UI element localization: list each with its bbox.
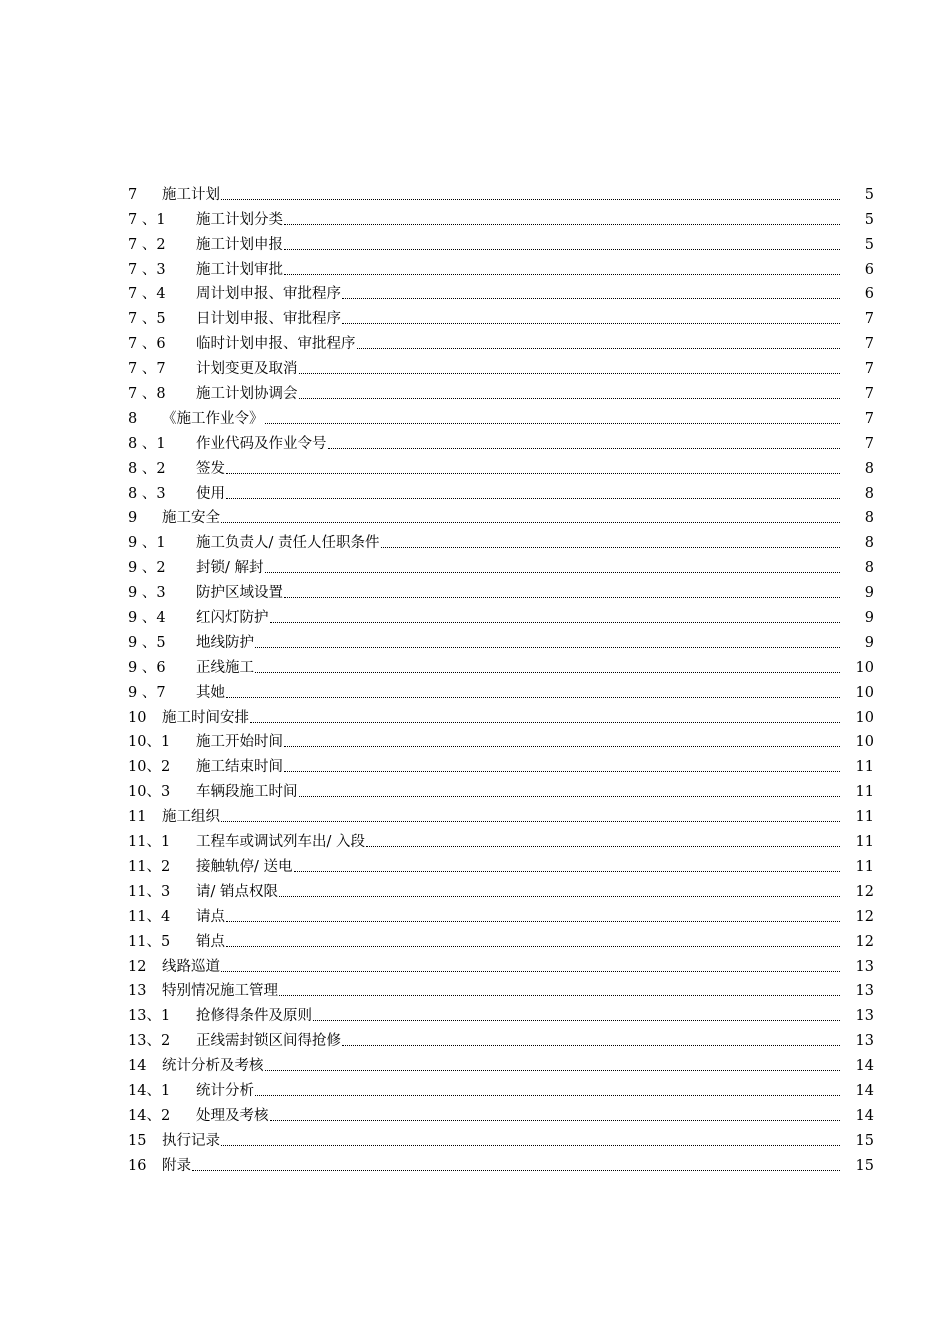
toc-entry-number: 7 [128, 186, 138, 203]
dot-leader [226, 946, 840, 947]
dot-leader [342, 298, 840, 299]
dot-leader [284, 224, 840, 225]
dot-leader [270, 1120, 841, 1121]
toc-entry[interactable] [128, 876, 874, 901]
toc-entry[interactable] [128, 926, 874, 951]
toc-entry[interactable] [128, 428, 874, 453]
toc-entry-title: 日计划申报、审批程序 [196, 311, 341, 328]
toc-entry-title: 处理及考核 [196, 1107, 269, 1124]
toc-entry-title: 线路巡道 [162, 958, 220, 975]
toc-entry-title: 统计分析及考核 [162, 1058, 264, 1075]
table-of-contents [128, 179, 874, 1175]
dot-leader [299, 796, 841, 797]
toc-entry-title: 施工计划审批 [196, 261, 283, 278]
toc-entry[interactable] [128, 179, 874, 204]
toc-entry-page-number: 14 [855, 1082, 874, 1099]
toc-entry-title: 施工计划申报 [196, 236, 283, 253]
toc-entry-title: 施工时间安排 [162, 709, 249, 726]
toc-entry-number: 10、2 [128, 759, 171, 776]
toc-entry[interactable] [128, 826, 874, 851]
toc-entry[interactable] [128, 677, 874, 702]
toc-entry-title: 其她 [196, 684, 225, 701]
toc-entry-number: 7 、6 [128, 336, 166, 353]
toc-entry[interactable] [128, 353, 874, 378]
toc-entry-number: 9 、4 [128, 610, 166, 627]
toc-entry-title: 临时计划申报、审批程序 [196, 336, 356, 353]
dot-leader [284, 249, 840, 250]
toc-entry-page-number: 10 [855, 709, 874, 726]
dot-leader [255, 1095, 840, 1096]
toc-entry[interactable] [128, 751, 874, 776]
toc-entry-number: 9 、1 [128, 535, 166, 552]
toc-entry-page-number: 7 [864, 361, 874, 378]
toc-entry-number: 14 [128, 1058, 147, 1075]
dot-leader [299, 373, 841, 374]
toc-entry-number: 8 [128, 410, 138, 427]
toc-entry-number: 7 、7 [128, 361, 166, 378]
toc-entry-page-number: 13 [855, 983, 874, 1000]
toc-entry-title: 施工计划分类 [196, 211, 283, 228]
toc-entry-title: 封锁/ 解封 [196, 560, 264, 577]
toc-entry-page-number: 7 [864, 311, 874, 328]
toc-entry-number: 13、2 [128, 1033, 171, 1050]
toc-entry[interactable] [128, 552, 874, 577]
toc-entry-title: 抢修得条件及原则 [196, 1008, 312, 1025]
toc-entry[interactable] [128, 303, 874, 328]
toc-entry-page-number: 14 [855, 1107, 874, 1124]
toc-entry-page-number: 9 [864, 634, 874, 651]
dot-leader [313, 1020, 840, 1021]
toc-entry-title: 执行记录 [162, 1132, 220, 1149]
toc-entry-page-number: 11 [855, 834, 874, 851]
toc-entry[interactable] [128, 453, 874, 478]
dot-leader [265, 572, 841, 573]
toc-entry-page-number: 11 [855, 784, 874, 801]
toc-entry-page-number: 8 [864, 535, 874, 552]
toc-entry[interactable] [128, 478, 874, 503]
dot-leader [284, 597, 840, 598]
toc-entry-title: 周计划申报、审批程序 [196, 286, 341, 303]
dot-leader [279, 995, 840, 996]
toc-entry-title: 施工组织 [162, 809, 220, 826]
toc-entry[interactable] [128, 602, 874, 627]
dot-leader [366, 846, 840, 847]
toc-entry-number: 8 、1 [128, 435, 166, 452]
toc-entry-title: 施工计划 [162, 186, 220, 203]
toc-entry-number: 8 、3 [128, 485, 166, 502]
dot-leader [381, 547, 841, 548]
toc-entry-title: 施工结束时间 [196, 759, 283, 776]
toc-entry-number: 16 [128, 1157, 147, 1174]
dot-leader [279, 896, 840, 897]
dot-leader [226, 697, 840, 698]
toc-entry-number: 11、5 [128, 933, 171, 950]
toc-entry[interactable] [128, 851, 874, 876]
dot-leader [255, 672, 840, 673]
toc-entry-page-number: 15 [855, 1132, 874, 1149]
dot-leader [265, 1070, 841, 1071]
toc-entry-number: 8 、2 [128, 460, 166, 477]
toc-entry[interactable] [128, 378, 874, 403]
toc-entry[interactable] [128, 727, 874, 752]
toc-entry-page-number: 13 [855, 1033, 874, 1050]
toc-entry[interactable] [128, 229, 874, 254]
dot-leader [221, 199, 840, 200]
toc-entry[interactable] [128, 901, 874, 926]
dot-leader [270, 622, 841, 623]
dot-leader [284, 746, 840, 747]
toc-entry-page-number: 8 [864, 460, 874, 477]
toc-entry-title: 统计分析 [196, 1082, 254, 1099]
toc-entry-page-number: 13 [855, 1008, 874, 1025]
dot-leader [226, 498, 840, 499]
dot-leader [192, 1170, 840, 1171]
toc-entry-page-number: 10 [855, 734, 874, 751]
toc-entry[interactable] [128, 1100, 874, 1125]
dot-leader [255, 647, 840, 648]
dot-leader [221, 971, 840, 972]
toc-entry-page-number: 12 [855, 883, 874, 900]
toc-entry-page-number: 12 [855, 933, 874, 950]
toc-entry-title: 红闪灯防护 [196, 610, 269, 627]
toc-entry[interactable] [128, 776, 874, 801]
toc-entry-title: 计划变更及取消 [196, 361, 298, 378]
toc-entry-title: 施工计划协调会 [196, 386, 298, 403]
toc-entry-number: 12 [128, 958, 147, 975]
dot-leader [226, 473, 840, 474]
toc-entry-title: 正线施工 [196, 659, 254, 676]
dot-leader [342, 1045, 840, 1046]
toc-entry-title: 附录 [162, 1157, 191, 1174]
toc-entry-page-number: 8 [864, 485, 874, 502]
toc-entry[interactable] [128, 976, 874, 1001]
toc-entry[interactable] [128, 627, 874, 652]
toc-entry-page-number: 5 [864, 211, 874, 228]
toc-entry[interactable] [128, 801, 874, 826]
toc-entry-number: 11、2 [128, 858, 171, 875]
toc-entry-number: 7 、8 [128, 386, 166, 403]
toc-entry-number: 11、4 [128, 908, 171, 925]
toc-entry-number: 10、3 [128, 784, 171, 801]
toc-entry-page-number: 12 [855, 908, 874, 925]
toc-entry-number: 9 、3 [128, 585, 166, 602]
dot-leader [284, 771, 840, 772]
toc-entry-page-number: 15 [855, 1157, 874, 1174]
toc-entry-title: 地线防护 [196, 634, 254, 651]
toc-entry-title: 防护区域设置 [196, 585, 283, 602]
dot-leader [357, 348, 841, 349]
toc-entry-number: 11、3 [128, 883, 171, 900]
toc-entry[interactable] [128, 503, 874, 528]
toc-entry[interactable] [128, 652, 874, 677]
toc-entry-title: 接触轨停/ 送电 [196, 858, 293, 875]
toc-entry-number: 7 、5 [128, 311, 166, 328]
toc-entry[interactable] [128, 279, 874, 304]
toc-entry-number: 9 、2 [128, 560, 166, 577]
toc-entry-page-number: 10 [855, 684, 874, 701]
dot-leader [299, 398, 841, 399]
toc-entry[interactable] [128, 1000, 874, 1025]
dot-leader [250, 722, 840, 723]
toc-entry-number: 9 、7 [128, 684, 166, 701]
toc-entry-number: 11 [128, 809, 147, 826]
toc-entry-number: 15 [128, 1132, 147, 1149]
toc-entry[interactable] [128, 577, 874, 602]
toc-entry-number: 14、2 [128, 1107, 171, 1124]
toc-entry-page-number: 11 [855, 759, 874, 776]
toc-entry-page-number: 7 [864, 336, 874, 353]
toc-entry-title: 施工安全 [162, 510, 220, 527]
dot-leader [328, 448, 841, 449]
toc-entry-page-number: 5 [864, 186, 874, 203]
dot-leader [342, 323, 840, 324]
toc-entry-number: 9 [128, 510, 138, 527]
toc-entry-number: 7 、3 [128, 261, 166, 278]
toc-entry-title: 请/ 销点权限 [196, 883, 278, 900]
toc-entry[interactable] [128, 1025, 874, 1050]
toc-entry-title: 销点 [196, 933, 225, 950]
toc-entry-number: 9 、6 [128, 659, 166, 676]
toc-entry-page-number: 13 [855, 958, 874, 975]
toc-entry-number: 7 、2 [128, 236, 166, 253]
toc-entry-number: 10 [128, 709, 147, 726]
toc-entry[interactable] [128, 204, 874, 229]
toc-entry[interactable] [128, 1150, 874, 1175]
toc-entry-title: 请点 [196, 908, 225, 925]
toc-entry-page-number: 5 [864, 236, 874, 253]
toc-entry-page-number: 7 [864, 435, 874, 452]
toc-entry-page-number: 6 [864, 261, 874, 278]
toc-entry-number: 14、1 [128, 1082, 171, 1099]
toc-entry-page-number: 7 [864, 410, 874, 427]
toc-entry-title: 正线需封锁区间得抢修 [196, 1033, 341, 1050]
toc-entry-title: 施工负责人/ 责任人任职条件 [196, 535, 380, 552]
toc-entry[interactable] [128, 702, 874, 727]
toc-entry[interactable] [128, 951, 874, 976]
dot-leader [294, 871, 841, 872]
toc-entry-page-number: 11 [855, 858, 874, 875]
toc-entry-page-number: 11 [855, 809, 874, 826]
toc-entry[interactable] [128, 1075, 874, 1100]
toc-entry-number: 11、1 [128, 834, 171, 851]
toc-entry-page-number: 7 [864, 386, 874, 403]
toc-entry-title: 特别情况施工管理 [162, 983, 278, 1000]
toc-entry-number: 13、1 [128, 1008, 171, 1025]
toc-entry-number: 7 、1 [128, 211, 166, 228]
toc-entry-page-number: 8 [864, 560, 874, 577]
toc-entry-page-number: 9 [864, 585, 874, 602]
toc-entry-page-number: 8 [864, 510, 874, 527]
toc-entry-title: 作业代码及作业令号 [196, 435, 327, 452]
toc-entry-page-number: 6 [864, 286, 874, 303]
toc-entry-title: 签发 [196, 460, 225, 477]
toc-entry[interactable] [128, 1125, 874, 1150]
toc-entry-number: 7 、4 [128, 286, 166, 303]
toc-entry-page-number: 10 [855, 659, 874, 676]
dot-leader [226, 921, 840, 922]
toc-entry-number: 9 、5 [128, 634, 166, 651]
toc-entry[interactable] [128, 254, 874, 279]
dot-leader [284, 274, 840, 275]
dot-leader [265, 423, 841, 424]
toc-entry[interactable] [128, 328, 874, 353]
dot-leader [221, 821, 840, 822]
toc-entry-title: 施工开始时间 [196, 734, 283, 751]
toc-entry-page-number: 9 [864, 610, 874, 627]
toc-entry[interactable] [128, 403, 874, 428]
toc-entry-title: 《施工作业令》 [162, 410, 264, 427]
toc-entry[interactable] [128, 527, 874, 552]
toc-entry-number: 10、1 [128, 734, 171, 751]
dot-leader [221, 522, 840, 523]
toc-entry[interactable] [128, 1050, 874, 1075]
dot-leader [221, 1145, 840, 1146]
toc-entry-title: 工程车或调试列车出/ 入段 [196, 834, 365, 851]
toc-entry-page-number: 14 [855, 1058, 874, 1075]
toc-entry-number: 13 [128, 983, 147, 1000]
toc-entry-title: 使用 [196, 485, 225, 502]
toc-entry-title: 车辆段施工时间 [196, 784, 298, 801]
